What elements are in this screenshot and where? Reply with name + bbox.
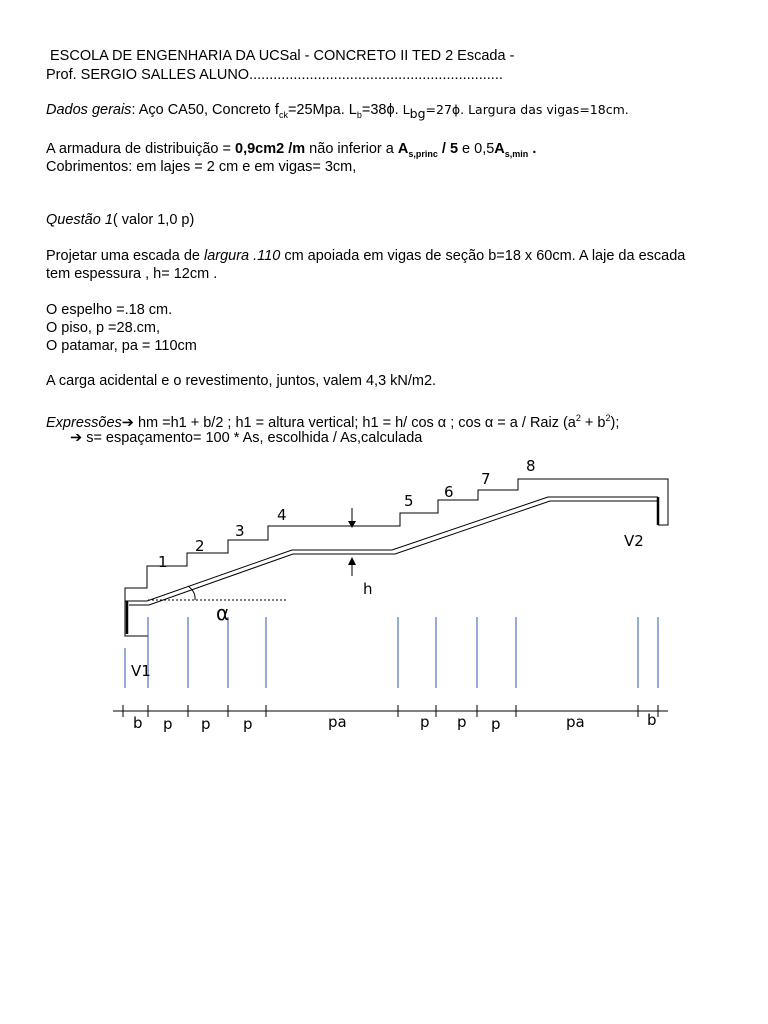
step-label-7: 7 xyxy=(481,470,491,488)
angle-arc xyxy=(188,586,195,600)
formula-2: ; cos xyxy=(446,414,485,431)
lbg-val: =27ϕ. Largura das vigas=18cm. xyxy=(425,102,629,117)
step-label-3: 3 xyxy=(235,522,245,540)
step-label-6: 6 xyxy=(444,483,454,501)
dim-b-1: b xyxy=(133,714,143,732)
dim-b-2: b xyxy=(647,711,657,729)
as-princ-sub: s,princ xyxy=(408,148,438,159)
arrow-icon: ➔ xyxy=(121,414,134,431)
step-label-2: 2 xyxy=(195,537,205,555)
alpha-label: α xyxy=(216,601,230,625)
fck-val: =25Mpa. L xyxy=(287,102,357,118)
dados-aco: : Aço CA50, Concreto f xyxy=(131,102,279,118)
sq-1: 2 xyxy=(575,413,581,423)
armadura-dot: . xyxy=(528,141,537,157)
formula-1: hm =h1 + b/2 ; h1 = altura vertical; h1 = h/ cos xyxy=(133,414,438,431)
dim-p-5: p xyxy=(457,713,467,731)
fck-sub: ck xyxy=(278,109,288,120)
as-min-sub: s,min xyxy=(504,148,529,159)
lbg-sub: bg xyxy=(409,105,426,121)
beam-v1 xyxy=(125,601,148,636)
espelho: O espelho =.18 cm. xyxy=(46,302,173,318)
lb-val: =38ϕ. xyxy=(361,102,399,118)
as-princ: A xyxy=(397,141,409,157)
as-min: A xyxy=(494,141,505,157)
dim-p-2: p xyxy=(201,715,211,733)
dim-pa-2: pa xyxy=(566,713,585,731)
arrow-down-icon xyxy=(348,521,356,528)
dim-p-1: p xyxy=(163,715,173,733)
formula-5: ); xyxy=(610,414,620,431)
h-label: h xyxy=(363,580,373,598)
step-label-8: 8 xyxy=(526,457,536,475)
lbg-l: L xyxy=(402,102,410,117)
v1-label: V1 xyxy=(131,662,151,680)
piso: O piso, p =28.cm, xyxy=(46,320,161,336)
projetar-line-2: tem espessura , h= 12cm . xyxy=(46,266,218,282)
v2-label: V2 xyxy=(624,532,644,550)
cobrimentos: Cobrimentos: em lajes = 2 cm e em vigas= 3cm, xyxy=(46,159,357,175)
step-label-4: 4 xyxy=(277,506,287,524)
sq-2: 2 xyxy=(605,413,611,423)
carga: A carga acidental e o revestimento, juntos, valem 4,3 kN/m2. xyxy=(46,373,437,389)
lb-sub: b xyxy=(356,109,362,120)
dim-p-3: p xyxy=(243,715,253,733)
formula-spacing: s= espaçamento= 100 * As, escolhida / As,calculada xyxy=(86,430,423,446)
alpha-symbol: α xyxy=(437,414,447,431)
step-label-1: 1 xyxy=(158,553,168,571)
armadura-text-3: e 0,5 xyxy=(458,141,495,157)
armadura-text-2: não inferior a xyxy=(305,141,398,157)
dados-label: Dados gerais xyxy=(46,102,132,118)
projetar-t1: Projetar uma escada de xyxy=(46,248,204,264)
header-line-2: Prof. SERGIO SALLES ALUNO............................................................... xyxy=(46,67,503,83)
grid-lines xyxy=(125,617,658,688)
div-5: / 5 xyxy=(437,141,459,157)
header-line-1: ESCOLA DE ENGENHARIA DA UCSal - CONCRETO II TED 2 Escada - xyxy=(50,48,515,64)
arrow-icon-2: ➔ xyxy=(70,430,83,446)
formula-4: + b xyxy=(580,414,606,431)
questao-valor: ( valor 1,0 p) xyxy=(112,212,195,228)
formula-3: = a / Raiz (a xyxy=(493,414,576,431)
dim-p-6: p xyxy=(491,715,501,733)
expressoes-label: Expressões xyxy=(46,414,122,431)
stair-outline xyxy=(125,479,668,632)
alpha-symbol-2: α xyxy=(484,414,494,431)
questao-label: Questão 1 xyxy=(46,212,113,228)
armadura-text-1: A armadura de distribuição = xyxy=(46,141,236,157)
dim-p-4: p xyxy=(420,713,430,731)
projetar-t2: cm apoiada em vigas de seção b=18 x 60cm. A laje da escada xyxy=(280,248,686,264)
projetar-largura: largura .110 xyxy=(203,248,281,264)
arrow-up-icon xyxy=(348,557,356,565)
step-label-5: 5 xyxy=(404,492,414,510)
dim-pa-1: pa xyxy=(328,713,347,731)
armadura-value: 0,9cm2 /m xyxy=(235,141,306,157)
patamar: O patamar, pa = 110cm xyxy=(46,338,197,354)
